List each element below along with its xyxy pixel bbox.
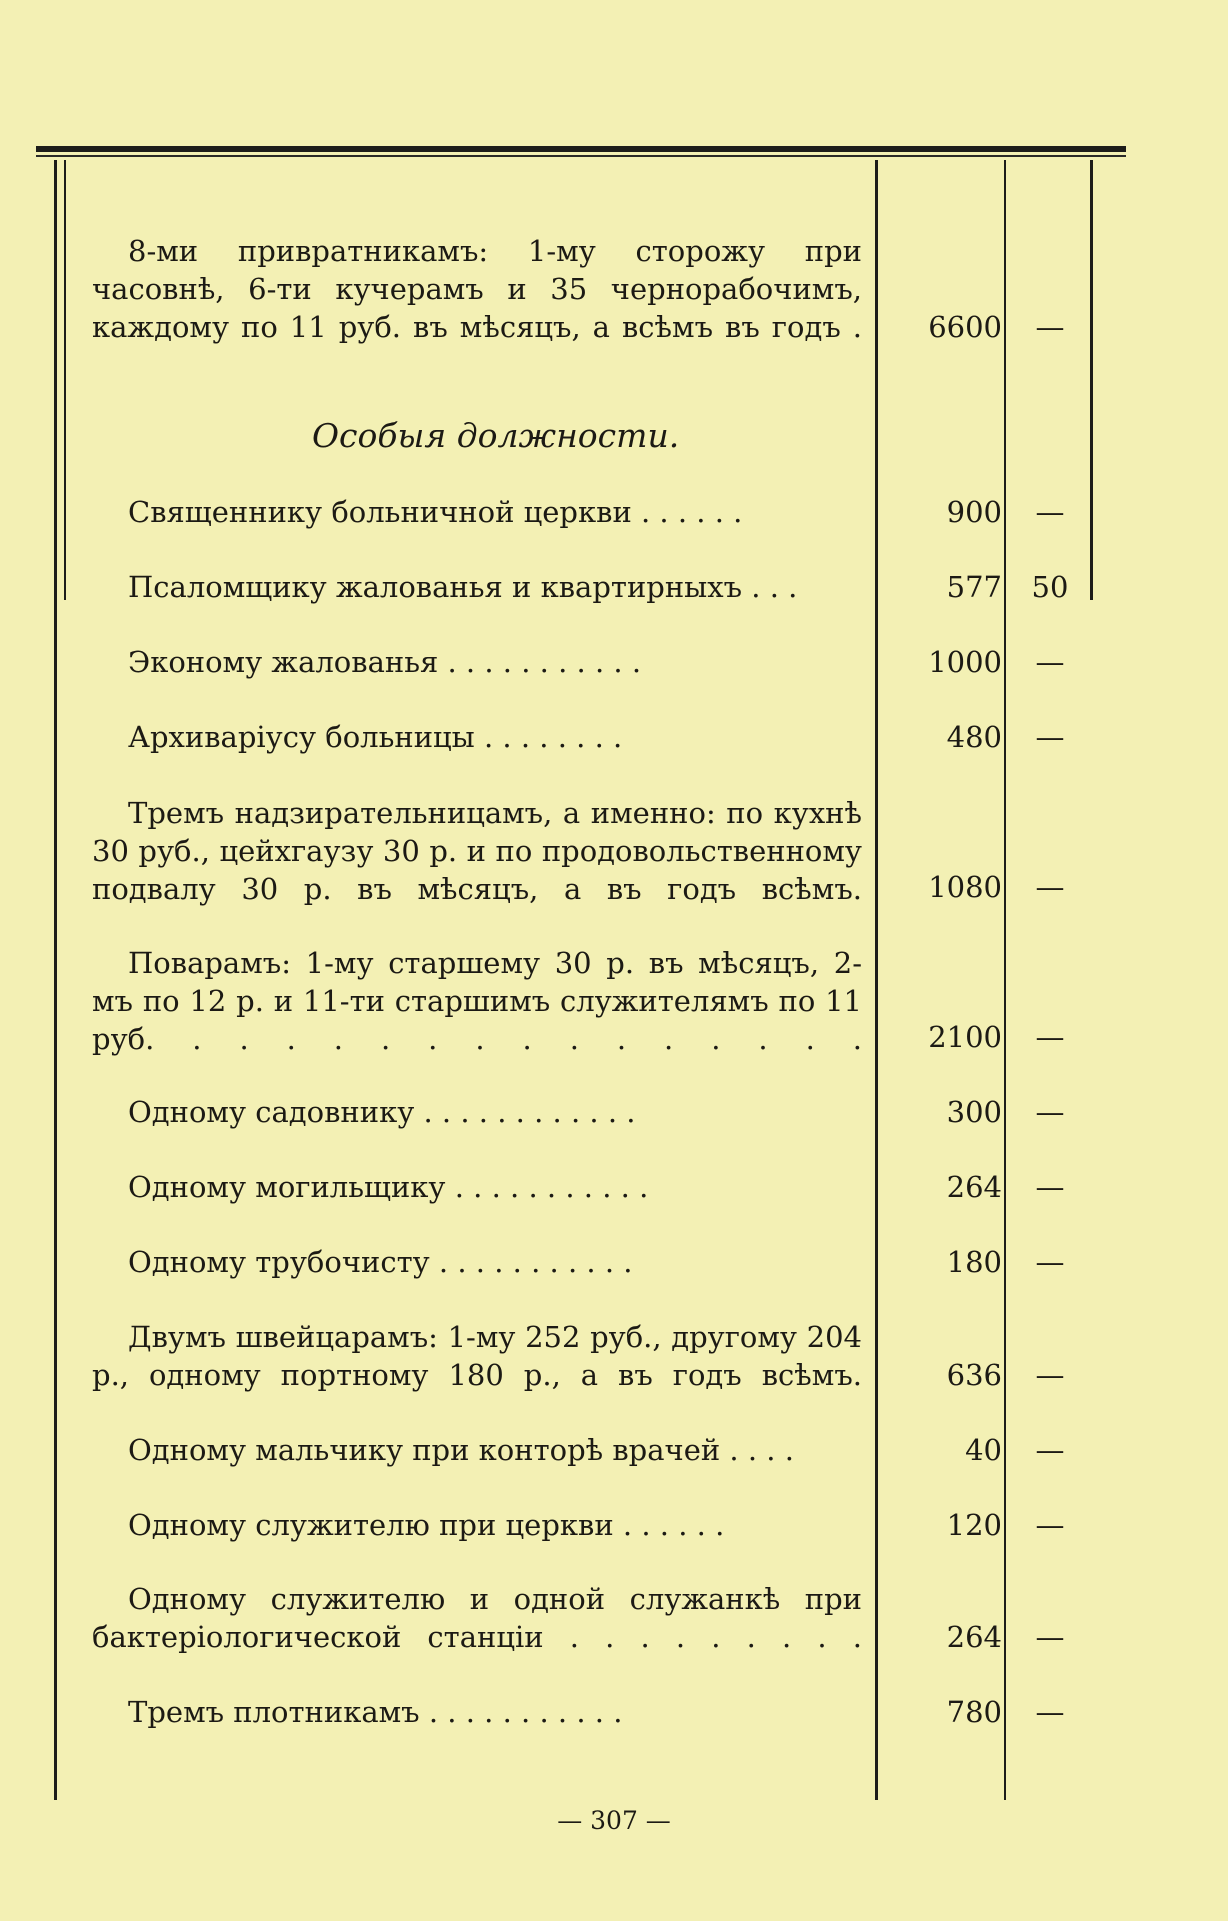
entry-amount: 780 (946, 1695, 1002, 1729)
entry-kopecks: — (1035, 1358, 1065, 1392)
entry-text: Одному мальчику при конторѣ врачей . . . . (128, 1433, 794, 1467)
top-rule-thin (36, 155, 1126, 157)
entry-text: Тремъ надзирательницамъ, а именно: по кухнѣ 30 руб., цейхгаузу 30 р. и по продовольственному подвалу 30 р. въ мѣсяцъ, а въ годъ всѣмъ. (92, 796, 862, 906)
entry-kopecks: — (1035, 1245, 1065, 1279)
entry-amount: 300 (946, 1095, 1002, 1129)
amount-column-divider (1004, 160, 1006, 1800)
entry-text: Архиваріусу больницы . . . . . . . . (128, 720, 623, 754)
entry-kopecks: — (1035, 1508, 1065, 1542)
entry-amount: 6600 (928, 310, 1002, 344)
entry-kopecks: 50 (1031, 570, 1069, 604)
entry-text: Одному служителю при церкви . . . . . . (128, 1508, 725, 1542)
entry-text: Одному могильщику . . . . . . . . . . . (128, 1170, 649, 1204)
entry-text: Псаломщику жалованья и квартирныхъ . . . (128, 570, 798, 604)
entry-kopecks: — (1035, 1620, 1065, 1654)
entry-kopecks: — (1035, 1095, 1065, 1129)
entry-kopecks: — (1035, 495, 1065, 529)
page-number: — 307 — (557, 1806, 671, 1835)
entry-kopecks: — (1035, 310, 1065, 344)
entry-text: Одному трубочисту . . . . . . . . . . . (128, 1245, 633, 1279)
entry-amount: 40 (965, 1433, 1002, 1467)
entry-amount: 180 (946, 1245, 1002, 1279)
entry-amount: 2100 (928, 1020, 1002, 1054)
entry-amount: 1080 (928, 870, 1002, 904)
entry-kopecks: — (1035, 645, 1065, 679)
entry-amount: 900 (946, 495, 1002, 529)
right-border-line (1090, 160, 1093, 600)
left-inner-line (64, 160, 66, 600)
entry-text: Тремъ плотникамъ . . . . . . . . . . . (128, 1695, 623, 1729)
entry-kopecks: — (1035, 1020, 1065, 1054)
entry-text: Одному служителю и одной служанкѣ при бактеріологической станціи . . . . . . . . . (92, 1582, 862, 1654)
entry-text: Одному садовнику . . . . . . . . . . . . (128, 1095, 636, 1129)
entry-kopecks: — (1035, 870, 1065, 904)
entry-amount: 120 (946, 1508, 1002, 1542)
entry-kopecks: — (1035, 1170, 1065, 1204)
entry-text: Поварамъ: 1-му старшему 30 р. въ мѣсяцъ, 2-мъ по 12 р. и 11-ти старшимъ служителямъ по 11 руб. . . . . . . . . . . . . . . . (92, 946, 862, 1056)
entry-amount: 577 (946, 570, 1002, 604)
section-heading: Особыя должности. (312, 416, 680, 455)
entry-amount: 1000 (928, 645, 1002, 679)
entry-kopecks: — (1035, 720, 1065, 754)
entry-kopecks: — (1035, 1695, 1065, 1729)
top-rule (36, 146, 1126, 152)
entry-amount: 264 (946, 1620, 1002, 1654)
entry-amount: 480 (946, 720, 1002, 754)
text-column-divider (875, 160, 878, 1800)
entry-text: Эконому жалованья . . . . . . . . . . . (128, 645, 642, 679)
entry-text: Двумъ швейцарамъ: 1-му 252 руб., другому 204 р., одному портному 180 р., а въ годъ всѣмъ. (92, 1320, 862, 1392)
entry-text: Священнику больничной церкви . . . . . . (128, 495, 743, 529)
entry-text: 8-ми привратникамъ: 1-му сторожу при часовнѣ, 6-ти кучерамъ и 35 чернорабочимъ, каждому по 11 руб. въ мѣсяцъ, а всѣмъ въ годъ . (92, 234, 862, 344)
left-border-line (54, 160, 57, 1800)
entry-kopecks: — (1035, 1433, 1065, 1467)
entry-amount: 264 (946, 1170, 1002, 1204)
entry-amount: 636 (946, 1358, 1002, 1392)
